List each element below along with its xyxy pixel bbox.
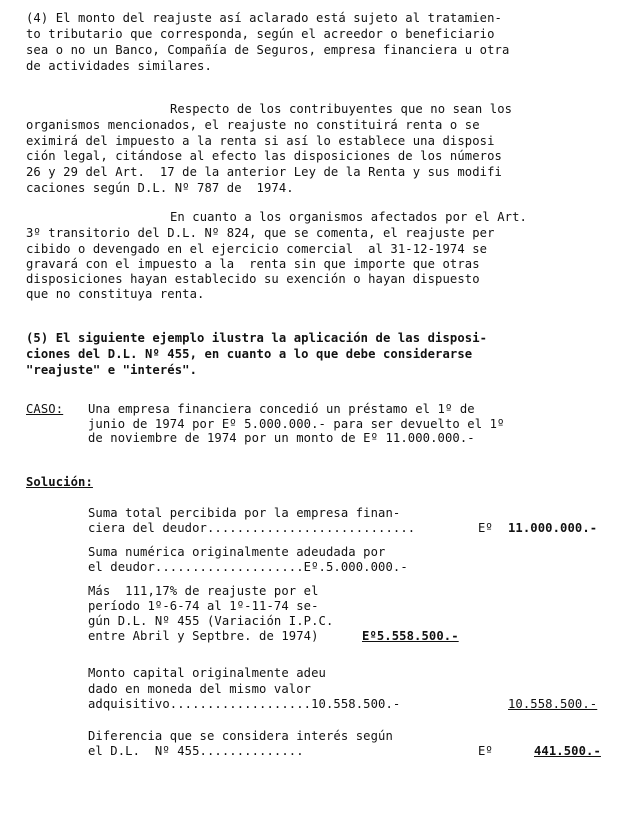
s4-p2-line-3: cibido o devengado en el ejercicio comercial al 31-12-1974 se [26,242,488,256]
caso-line-3: de noviembre de 1974 por un monto de Eº 11.000.000.- [88,431,475,445]
s4-p1-line-5: 26 y 29 del Art. 17 de la anterior Ley de la Renta y sus modifi [26,165,502,179]
s4-p1-line-2: organismos mencionados, el reajuste no constituirá renta o se [26,118,480,132]
row3-line-2: período 1º-6-74 al 1º-11-74 se- [88,599,319,613]
s5-intro-line-3: "reajuste" e "interés". [26,363,198,377]
s5-intro-line-1: (5) El siguiente ejemplo ilustra la aplicación de las disposi- [26,331,488,345]
row5-line-1: Diferencia que se considera interés según [88,729,393,743]
row1-line-1: Suma total percibida por la empresa finan- [88,506,401,520]
row5-amount: 441.500.- [534,744,601,758]
s4-intro-line-1: (4) El monto del reajuste así aclarado está sujeto al tratamien- [26,11,502,25]
row1-currency: Eº [478,521,493,535]
row5-line-2: el D.L. Nº 455.............. [88,744,304,758]
s4-p1-line-3: eximirá del impuesto a la renta si así lo establece una disposi [26,134,495,148]
s4-p1-line-4: ción legal, citándose al efecto las disposiciones de los números [26,149,502,163]
row1-line-2: ciera del deudor............................ [88,521,416,535]
row4-line-3: adquisitivo...................10.558.500.- [88,697,401,711]
row1-amount: 11.000.000.- [508,521,598,535]
s4-p2-line-2: 3º transitorio del D.L. Nº 824, que se comenta, el reajuste per [26,226,495,240]
s4-p1-line-6: caciones según D.L. Nº 787 de 1974. [26,181,294,195]
solucion-label: Solución: [26,475,93,489]
row2-line-1: Suma numérica originalmente adeudada por [88,545,386,559]
s4-intro-line-2: to tributario que corresponda, según el acreedor o beneficiario [26,27,495,41]
row2-line-2: el deudor....................Eº.5.000.000.- [88,560,408,574]
row5-currency: Eº [478,744,493,758]
row3-line-3: gún D.L. Nº 455 (Variación I.P.C. [88,614,334,628]
s5-intro-line-2: ciones del D.L. Nº 455, en cuanto a lo que debe considerarse [26,347,473,361]
caso-label: CASO: [26,402,64,416]
s4-p2-line-5: disposiciones hayan establecido su exención o hayan dispuesto [26,272,480,286]
s4-intro-line-4: de actividades similares. [26,59,212,73]
row3-line-1: Más 111,17% de reajuste por el [88,584,319,598]
row3-line-4: entre Abril y Septbre. de 1974) [88,629,319,643]
s4-p2-line-1: En cuanto a los organismos afectados por el Art. [170,210,527,224]
row3-amount: Eº5.558.500.- [362,629,459,643]
row4-line-2: dado en moneda del mismo valor [88,682,312,696]
caso-line-1: Una empresa financiera concedió un préstamo el 1º de [88,402,475,416]
s4-p1-line-1: Respecto de los contribuyentes que no sean los [170,102,513,116]
caso-line-2: junio de 1974 por Eº 5.000.000.- para ser devuelto el 1º [88,417,505,431]
s4-intro-line-3: sea o no un Banco, Compañía de Seguros, empresa financiera u otra [26,43,510,57]
s4-p2-line-4: gravará con el impuesto a la renta sin que importe que otras [26,257,480,271]
s4-p2-line-6: que no constituya renta. [26,287,205,301]
row4-amount: 10.558.500.- [508,697,598,711]
row4-line-1: Monto capital originalmente adeu [88,666,326,680]
